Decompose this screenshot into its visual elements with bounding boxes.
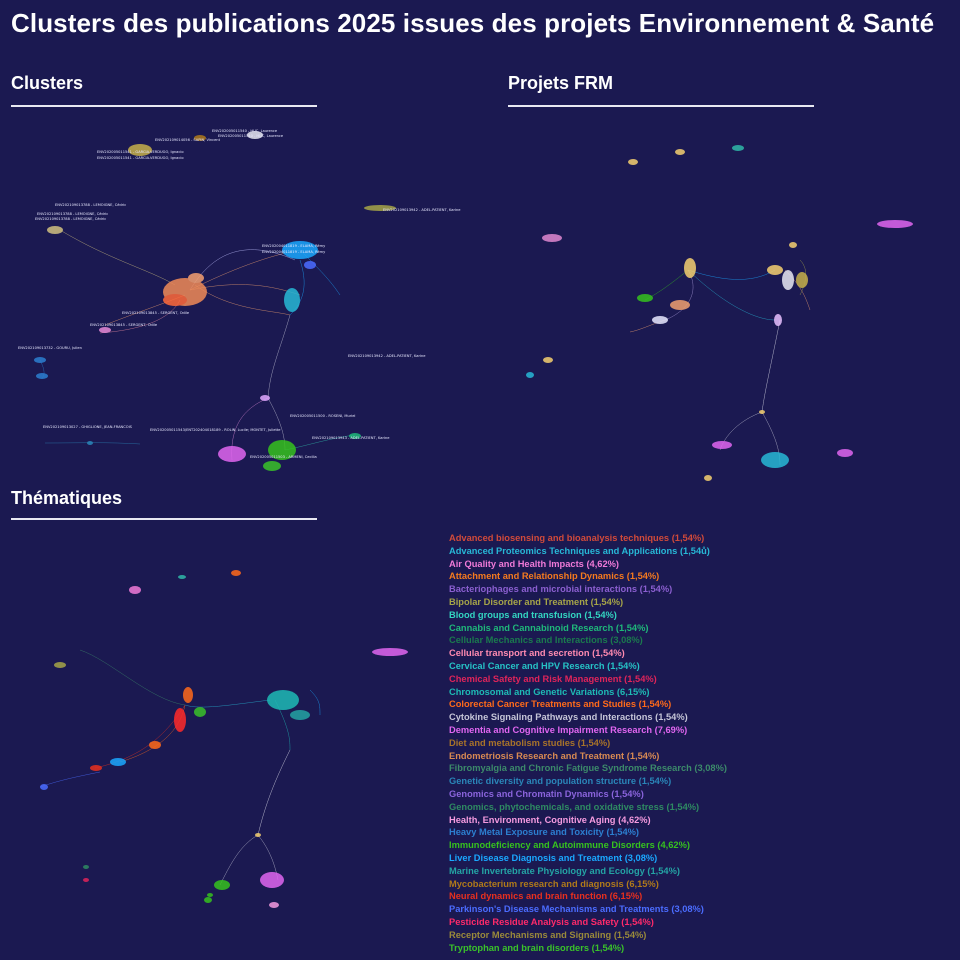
legend-item-percent: (1,54%) — [591, 942, 625, 953]
cluster-node-label: ENV202109013942 - ADEL-PATIENT, Karine — [348, 354, 426, 358]
legend-item-percent: (3,08%) — [624, 852, 658, 863]
legend-item-percent: (1,54%) — [590, 596, 624, 607]
legend-item — [449, 916, 727, 929]
cluster-node-label: ENV202109013732 - GOURU, Julien — [18, 346, 82, 350]
legend-item-label: Air Quality and Health Impacts — [449, 558, 584, 569]
legend-item-label: Tryptophan and brain disorders — [449, 942, 589, 953]
legend-item-label: Advanced biosensing and bioanalysis techniques — [449, 533, 670, 543]
legend-item — [449, 686, 727, 699]
legend-item-percent: (1,54%) — [615, 622, 649, 633]
legend-item-label: Cervical Cancer and HPV Research — [449, 660, 605, 671]
legend-item-label: Pesticide Residue Analysis and Safety — [449, 916, 619, 927]
legend-item-percent: (7,69%) — [654, 724, 688, 735]
legend-item — [449, 801, 727, 814]
legend-item-label: Bacteriophages and microbial interactions — [449, 584, 638, 595]
legend-item-percent: (1,54%) — [611, 788, 644, 799]
thematiques-network-graph — [0, 540, 440, 920]
cluster-node-label: ENV202005011500 - ROSENI, Muriel — [290, 414, 356, 418]
legend-item-percent: (1,54%) — [655, 712, 688, 723]
legend-item-percent: (1,54%) — [606, 827, 639, 838]
legend-item — [449, 814, 727, 827]
legend-item — [449, 532, 727, 545]
cluster-node-label: ENV202109013845 - SERGENT, Odile — [90, 323, 158, 327]
legend-item — [449, 609, 727, 622]
legend-item — [449, 570, 727, 583]
cluster-node-label: ENV202109013788 - LEMOIGNE, Cédric — [35, 217, 107, 221]
cluster-node-label: ENV202109013788 - LEMOIGNE, Cédric — [37, 212, 109, 216]
legend-item-label: Bipolar Disorder and Treatment — [449, 596, 588, 607]
legend-item-label: Cannabis and Cannabinoid Research — [449, 622, 614, 633]
legend-item-percent: (1,54%) — [613, 929, 647, 940]
legend-item-label: Mycobacterium research and diagnosis — [449, 878, 624, 889]
legend-item-label: Blood groups and transfusion — [449, 609, 582, 620]
legend-item-percent: (1,54%) — [647, 865, 680, 876]
legend-item — [449, 890, 727, 903]
clusters-network-svg — [0, 120, 480, 480]
cluster-node-label: ENV202005011503 - ARMENI, Cecilia — [250, 455, 317, 459]
legend-item-percent: (1,54%) — [638, 776, 672, 787]
legend-item — [449, 865, 727, 878]
clusters-divider — [11, 105, 317, 107]
legend-item — [449, 750, 727, 763]
legend-item-percent: (3,08%) — [610, 635, 643, 646]
cluster-node-label: ENV202005011543/ENT202404018189 - ROLIN, Lucile; MONTET, Juliette — [150, 428, 281, 432]
legend-item — [449, 634, 727, 647]
legend-item-percent: (6,15%) — [609, 891, 643, 902]
legend-item-percent: (1,54%) — [671, 533, 705, 543]
legend-item-percent: (1,54%) — [584, 609, 617, 620]
legend-item-label: Dementia and Cognitive Impairment Research — [449, 724, 653, 735]
projets-divider — [508, 105, 814, 107]
legend-item — [449, 545, 727, 558]
cluster-node-label: ENV202005011541 - GARCIA-VERDUGO, Ignacio — [97, 150, 184, 154]
legend-item — [449, 929, 727, 942]
cluster-node-label: ENV202005011540 - HUC, Laurence — [218, 134, 284, 138]
legend-item-percent: (1,54%) — [666, 801, 700, 812]
legend-item — [449, 775, 727, 788]
legend-item-label: Fibromyalgia and Chronic Fatigue Syndrome Research — [449, 763, 692, 774]
legend-item-percent: (6,15%) — [626, 878, 659, 889]
thematiques-legend — [449, 532, 727, 954]
legend-item-label: Genomics, phytochemicals, and oxidative stress — [449, 801, 664, 812]
page-title: Clusters des publications 2025 issues des projets Environnement & Santé — [11, 8, 935, 38]
legend-item-percent: (1,54%) — [607, 660, 640, 671]
legend-item — [449, 673, 727, 686]
legend-item — [449, 558, 727, 571]
legend-item-percent: (3,08%) — [671, 904, 704, 915]
legend-item — [449, 903, 727, 916]
legend-item — [449, 698, 727, 711]
legend-item — [449, 583, 727, 596]
legend-item-percent: (4,62%) — [618, 814, 651, 825]
projets-section-title: Projets FRM — [508, 73, 614, 93]
legend-item-label: Heavy Metal Exposure and Toxicity — [449, 827, 604, 838]
legend-item-label: Cellular transport and secretion — [449, 648, 590, 659]
legend-item — [449, 788, 727, 801]
legend-item — [449, 826, 727, 839]
legend-item-percent: (4,62%) — [586, 558, 619, 569]
legend-item-percent: (1,54%) — [621, 916, 654, 927]
legend-item — [449, 942, 727, 955]
legend-item-label: Chromosomal and Genetic Variations — [449, 686, 615, 697]
legend-item-percent: (3,08%) — [694, 763, 727, 774]
legend-item-label: Health, Environment, Cognitive Aging — [449, 814, 616, 825]
legend-item-percent: (4,62%) — [657, 840, 690, 851]
legend-item — [449, 737, 727, 750]
thematiques-section-title: Thématiques — [11, 488, 123, 508]
legend-item-percent: (1,54ů) — [679, 545, 710, 556]
legend-item-percent: (1,54%) — [638, 699, 672, 710]
legend-item — [449, 711, 727, 724]
legend-item-label: Immunodeficiency and Autoimmune Disorders — [449, 840, 655, 851]
legend-item-label: Neural dynamics and brain function — [449, 891, 608, 902]
thematiques-network-svg — [0, 540, 440, 920]
legend-item-label: Endometriosis Research and Treatment — [449, 750, 625, 761]
legend-item-label: Cellular Mechanics and Interactions — [449, 635, 608, 646]
cluster-node-label: ENV202109013788 - LEMOIGNE, Cédric — [55, 203, 127, 207]
legend-item — [449, 596, 727, 609]
legend-item — [449, 762, 727, 775]
legend-item-label: Chemical Safety and Risk Management — [449, 673, 622, 684]
legend-item-label: Diet and metabolism studies — [449, 737, 576, 748]
legend-item — [449, 660, 727, 673]
legend-item-percent: (1,54%) — [626, 571, 660, 582]
legend-item-label: Receptor Mechanisms and Signaling — [449, 929, 612, 940]
clusters-section-title: Clusters — [11, 73, 84, 93]
legend-item-percent: (1,54%) — [639, 584, 673, 595]
legend-item — [449, 724, 727, 737]
legend-item-label: Genetic diversity and population structure — [449, 776, 637, 787]
projets-network-graph — [500, 120, 960, 490]
legend-item-label: Cytokine Signaling Pathways and Interactions — [449, 712, 653, 723]
legend-item-percent: (1,54%) — [626, 750, 660, 761]
cluster-node-label: ENV202109013027 - GHIGLIONE, JEAN-FRANCOIS — [43, 425, 132, 429]
legend-item — [449, 878, 727, 891]
legend-item-percent: (6,15%) — [616, 686, 650, 697]
projets-network-svg — [500, 120, 960, 490]
clusters-network-graph — [0, 120, 480, 480]
cluster-node-label: ENV202109013943 - ADEL-PATIENT, Karine — [312, 436, 390, 440]
legend-item-label: Attachment and Relationship Dynamics — [449, 571, 625, 582]
legend-item-label: Parkinson's Disease Mechanisms and Treatments — [449, 904, 669, 915]
legend-item — [449, 622, 727, 635]
cluster-node-label: ENV202109013845 - SERGENT, Odile — [122, 311, 190, 315]
legend-item — [449, 852, 727, 865]
thematiques-divider — [11, 518, 317, 520]
legend-item-percent: (1,54%) — [577, 737, 611, 748]
legend-item-label: Genomics and Chromatin Dynamics — [449, 788, 609, 799]
legend-item — [449, 647, 727, 660]
legend-item-percent: (1,54%) — [592, 648, 625, 659]
cluster-node-label: ENV202109013942 - ADEL-PATIENT, Karine — [383, 208, 461, 212]
cluster-node-label: ENV202005011541 - GARCIA-VERDUGO, Ignacio — [97, 156, 184, 160]
cluster-node-label: ENV202004011819 - ELAMA, Rémy — [262, 244, 326, 248]
legend-item-percent: (1,54%) — [624, 673, 657, 684]
cluster-node-label: ENV202005011540 - HUC, Laurence — [212, 129, 278, 133]
legend-item-label: Colorectal Cancer Treatments and Studies — [449, 699, 637, 710]
legend-item-label: Marine Invertebrate Physiology and Ecology — [449, 865, 645, 876]
cluster-node-label: ENV202109014056 - SAPIN, Vincent — [155, 138, 220, 142]
legend-item — [449, 839, 727, 852]
cluster-node-label: ENV202004011819 - ELAMA, Rémy — [262, 250, 326, 254]
legend-item-label: Liver Disease Diagnosis and Treatment — [449, 852, 623, 863]
legend-item-label: Advanced Proteomics Techniques and Applications — [449, 545, 678, 556]
